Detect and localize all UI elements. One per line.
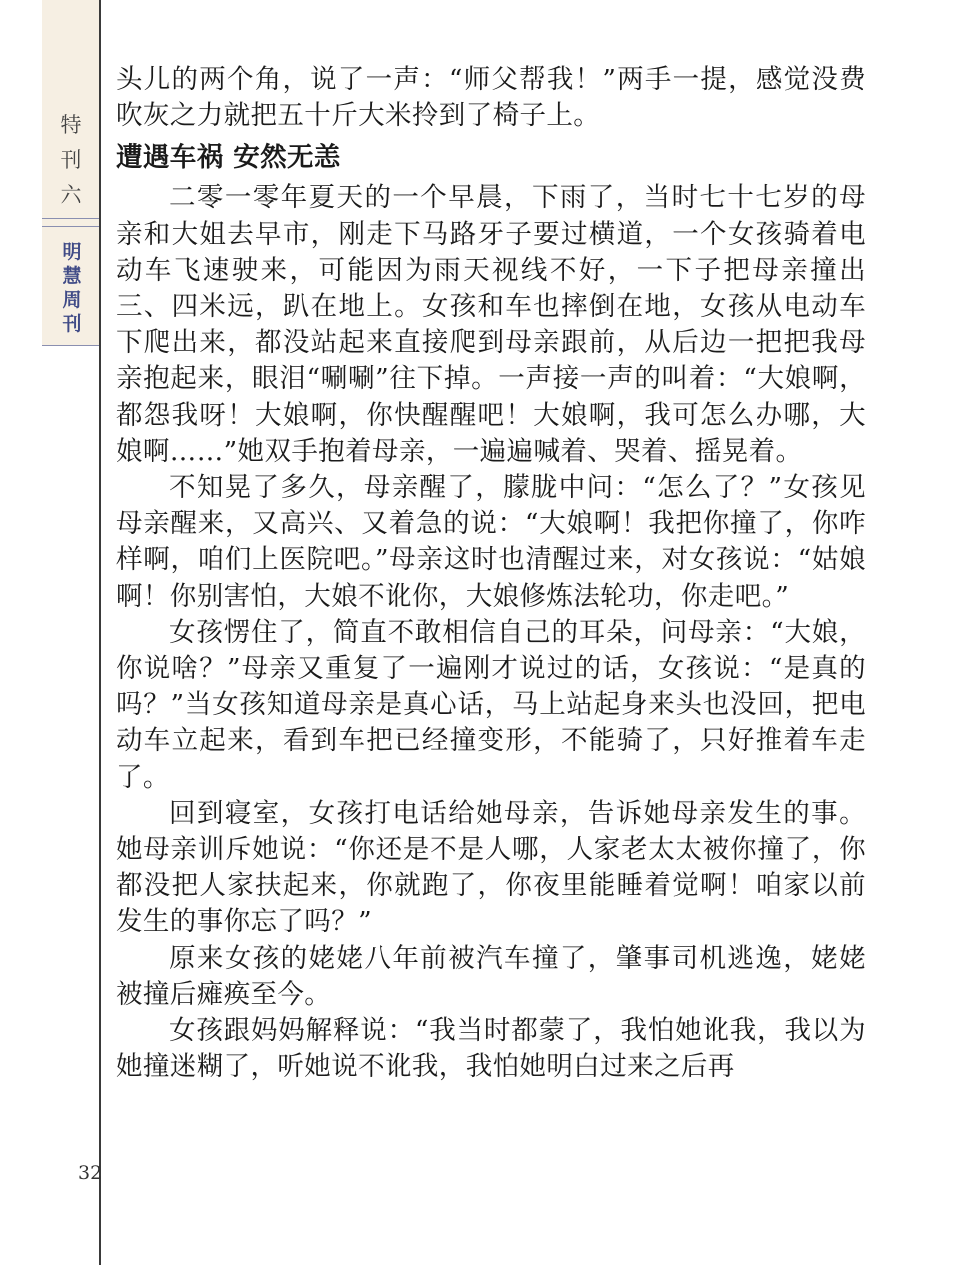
paragraph: 女孩跟妈妈解释说：“我当时都蒙了，我怕她讹我，我以为她撞迷糊了，听她说不讹我，我怕她明白过来之后再 [116, 1015, 866, 1083]
paragraph: 原来女孩的姥姥八年前被汽车撞了，肇事司机逃逸，姥姥被撞后瘫痪至今。 [116, 942, 866, 1010]
paragraph: 回到寝室，女孩打电话给她母亲，告诉她母亲发生的事。她母亲训斥她说：“你还是不是人哪，人家老太太被你撞了，你都没把人家扶起来，你就跑了，你夜里能睡着觉啊！咱家以前发生的事你忘了吗？” [116, 797, 866, 938]
section-heading: 遭遇车祸 安然无恙 [116, 142, 341, 174]
sidebar-divider [42, 345, 99, 346]
article-body [116, 62, 866, 1085]
intro-paragraph: 头儿的两个角，说了一声：“师父帮我！”两手一提，感觉没费吹灰之力就把五十斤大米拎到了椅子上。 [116, 64, 866, 132]
issue-label: 特刊六 [60, 113, 82, 207]
page-number: 32 [78, 1162, 103, 1184]
paragraph: 不知晃了多久，母亲醒了，朦胧中问：“怎么了？”女孩见母亲醒来，又高兴、又着急的说：“大娘啊！我把你撞了，你咋样啊，咱们上医院吧。”母亲这时也清醒过来，对女孩说：“姑娘啊！你别害怕，大娘不讹你，大娘修炼法轮功，你走吧。” [116, 472, 866, 612]
margin-rule [99, 0, 101, 1265]
paragraph: 女孩愣住了，简直不敢相信自己的耳朵，问母亲：“大娘，你说啥？”母亲又重复了一遍刚才说过的话，女孩说：“是真的吗？”当女孩知道母亲是真心话，马上站起身来头也没回，把电动车立起来，看到车把已经撞变形，不能骑了，只好推着车走了。 [116, 616, 866, 793]
sidebar-divider [42, 226, 99, 227]
sidebar-divider [42, 218, 99, 219]
magazine-label: 明慧周刊 [62, 241, 82, 335]
paragraph: 二零一零年夏天的一个早晨，下雨了，当时七十七岁的母亲和大姐去早市，刚走下马路牙子要过横道，一个女孩骑着电动车飞速驶来，可能因为雨天视线不好，一下子把母亲撞出三、四米远，趴在地上。女孩和车也摔倒在地，女孩从电动车下爬出来，都没站起来直接爬到母亲跟前，从后边一把把我母亲抱起来，眼泪“唰唰”往下掉。一声接一声的叫着：“大娘啊，都怨我呀！大娘啊，你快醒醒吧！大娘啊，我可怎么办哪，大娘啊……”她双手抱着母亲，一遍遍喊着、哭着、摇晃着。 [116, 182, 866, 467]
